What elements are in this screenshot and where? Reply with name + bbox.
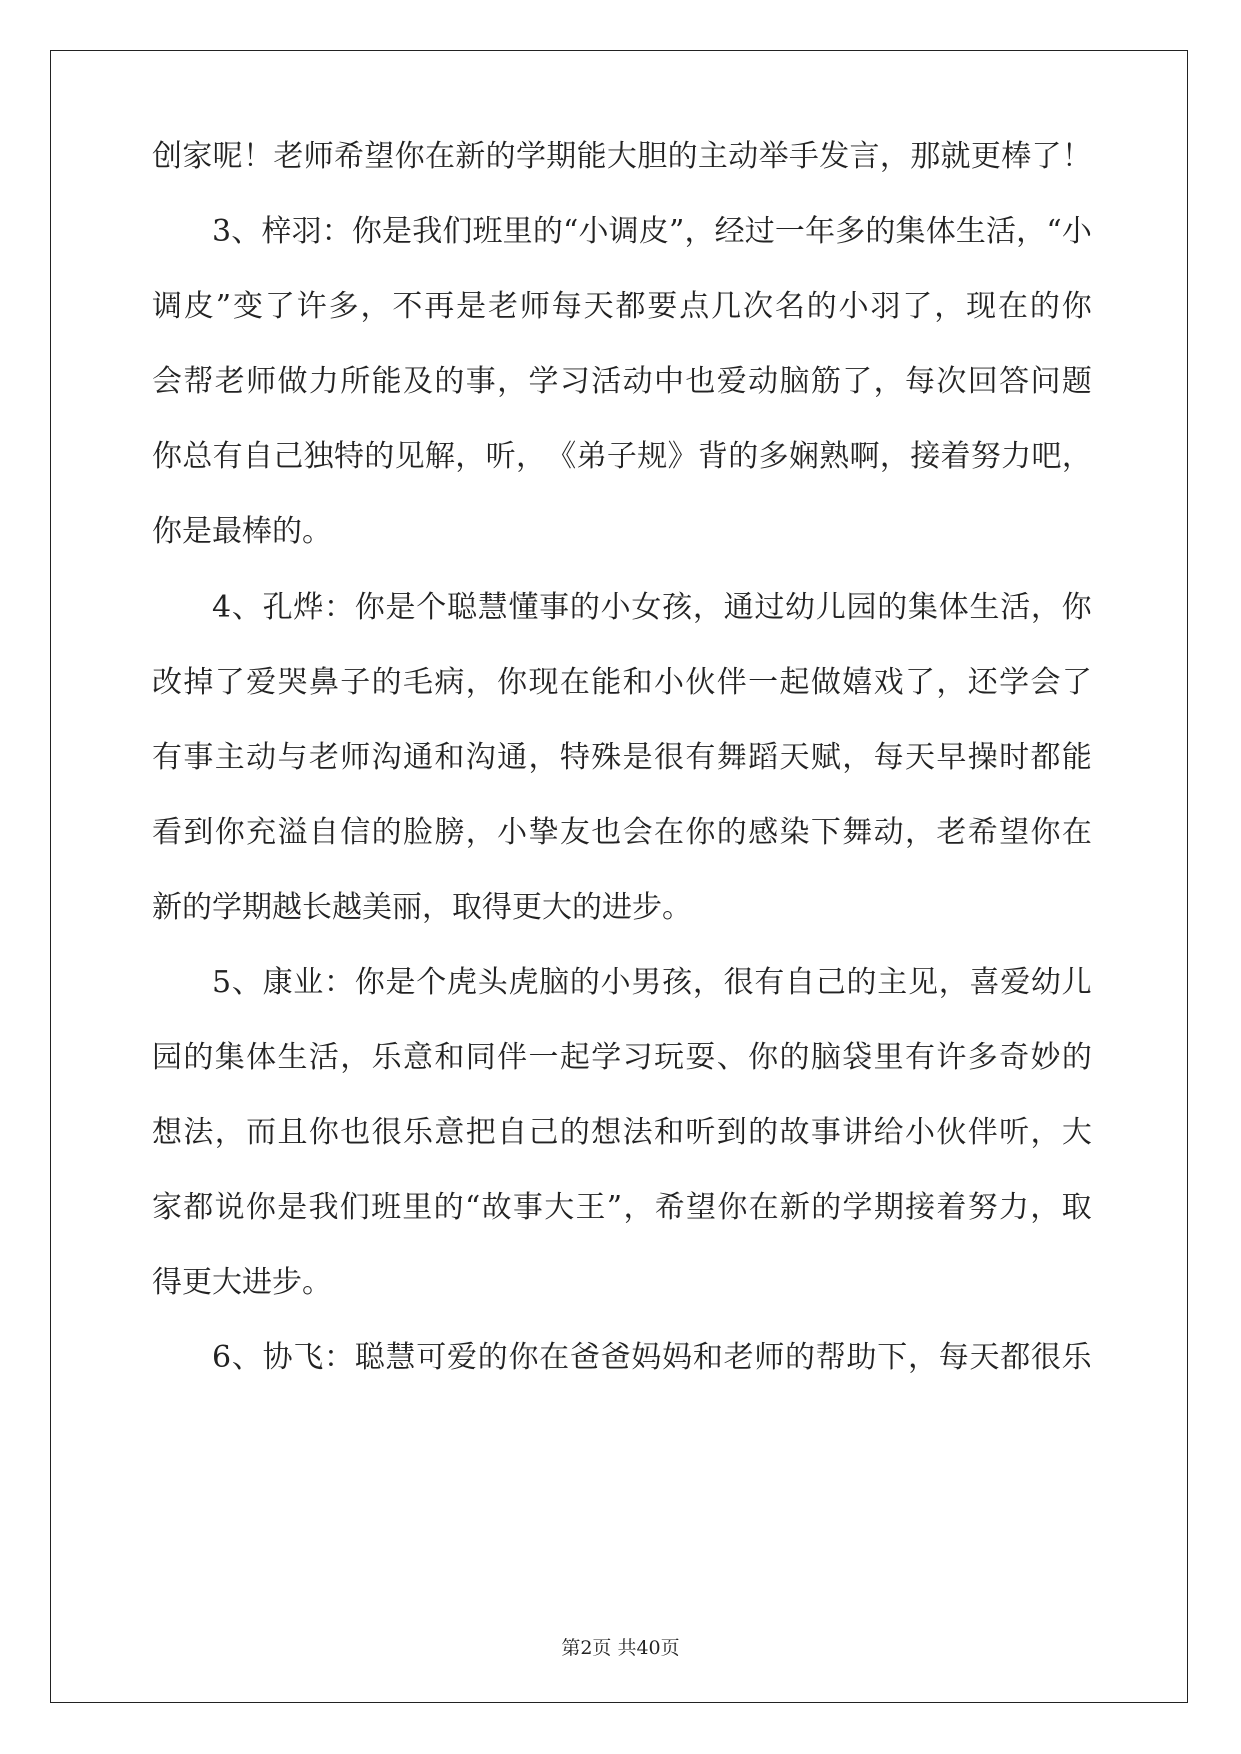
text-line: 有 事 主 动 与 老 师 沟 通 和 沟 通 ， 特 殊 是 很 有 舞 蹈 天 赋 ， 每 天 早 操 时 都 能	[152, 740, 1092, 775]
text-line: 得更大进步。	[152, 1265, 332, 1300]
text-line: 想 法 ， 而 且 你 也 很 乐 意 把 自 己 的 想 法 和 听 到 的 故 事 讲 给 小 伙 伴 听 ， 大	[152, 1115, 1092, 1150]
text-line: 你是最棒的。	[152, 514, 332, 549]
text-line: 会 帮 老 师 做 力 所 能 及 的 事 ， 学 习 活 动 中 也 爱 动 脑 筋 了 ， 每 次 回 答 问 题	[152, 364, 1092, 399]
text-line: 看 到 你 充 溢 自 信 的 脸 膀 ， 小 挚 友 也 会 在 你 的 感 染 下 舞 动 ， 老 希 望 你 在	[152, 815, 1092, 850]
text-line: 你 总 有 自 己 独 特 的 见 解 ， 听 ， 《 弟 子 规 》 背 的 多 娴 熟 啊 ， 接 着 努 力 吧 ，	[152, 439, 1092, 474]
page-footer: 第2页 共40页	[561, 1637, 680, 1659]
text-line: 新的学期越长越美丽，取得更大的进步。	[152, 890, 692, 925]
text-line: 6 、 协 飞 ： 聪 慧 可 爱 的 你 在 爸 爸 妈 妈 和 老 师 的 帮 助 下 ， 每 天 都 很 乐	[212, 1340, 1092, 1375]
text-line: 园 的 集 体 生 活 ， 乐 意 和 同 伴 一 起 学 习 玩 耍 、 你 的 脑 袋 里 有 许 多 奇 妙 的	[152, 1040, 1092, 1075]
text-line: 调 皮 ” 变 了 许 多 ， 不 再 是 老 师 每 天 都 要 点 几 次 名 的 小 羽 了 ， 现 在 的 你	[152, 289, 1092, 324]
text-line: 3 、 梓 羽 ： 你 是 我 们 班 里 的 “ 小 调 皮 ” ， 经 过 一 年 多 的 集 体 生 活 ， “ 小	[212, 214, 1092, 249]
text-line: 家 都 说 你 是 我 们 班 里 的 “ 故 事 大 王 ” ， 希 望 你 在 新 的 学 期 接 着 努 力 ， 取	[152, 1190, 1092, 1225]
text-line: 改 掉 了 爱 哭 鼻 子 的 毛 病 ， 你 现 在 能 和 小 伙 伴 一 起 做 嬉 戏 了 ， 还 学 会 了	[152, 665, 1092, 700]
text-line: 5 、 康 业 ： 你 是 个 虎 头 虎 脑 的 小 男 孩 ， 很 有 自 己 的 主 见 ， 喜 爱 幼 儿	[212, 965, 1092, 1000]
text-line: 创 家 呢 ！ 老 师 希 望 你 在 新 的 学 期 能 大 胆 的 主 动 举 手 发 言 ， 那 就 更 棒 了 ！	[152, 139, 1092, 174]
text-line: 4 、 孔 烨 ： 你 是 个 聪 慧 懂 事 的 小 女 孩 ， 通 过 幼 儿 园 的 集 体 生 活 ， 你	[212, 590, 1092, 625]
